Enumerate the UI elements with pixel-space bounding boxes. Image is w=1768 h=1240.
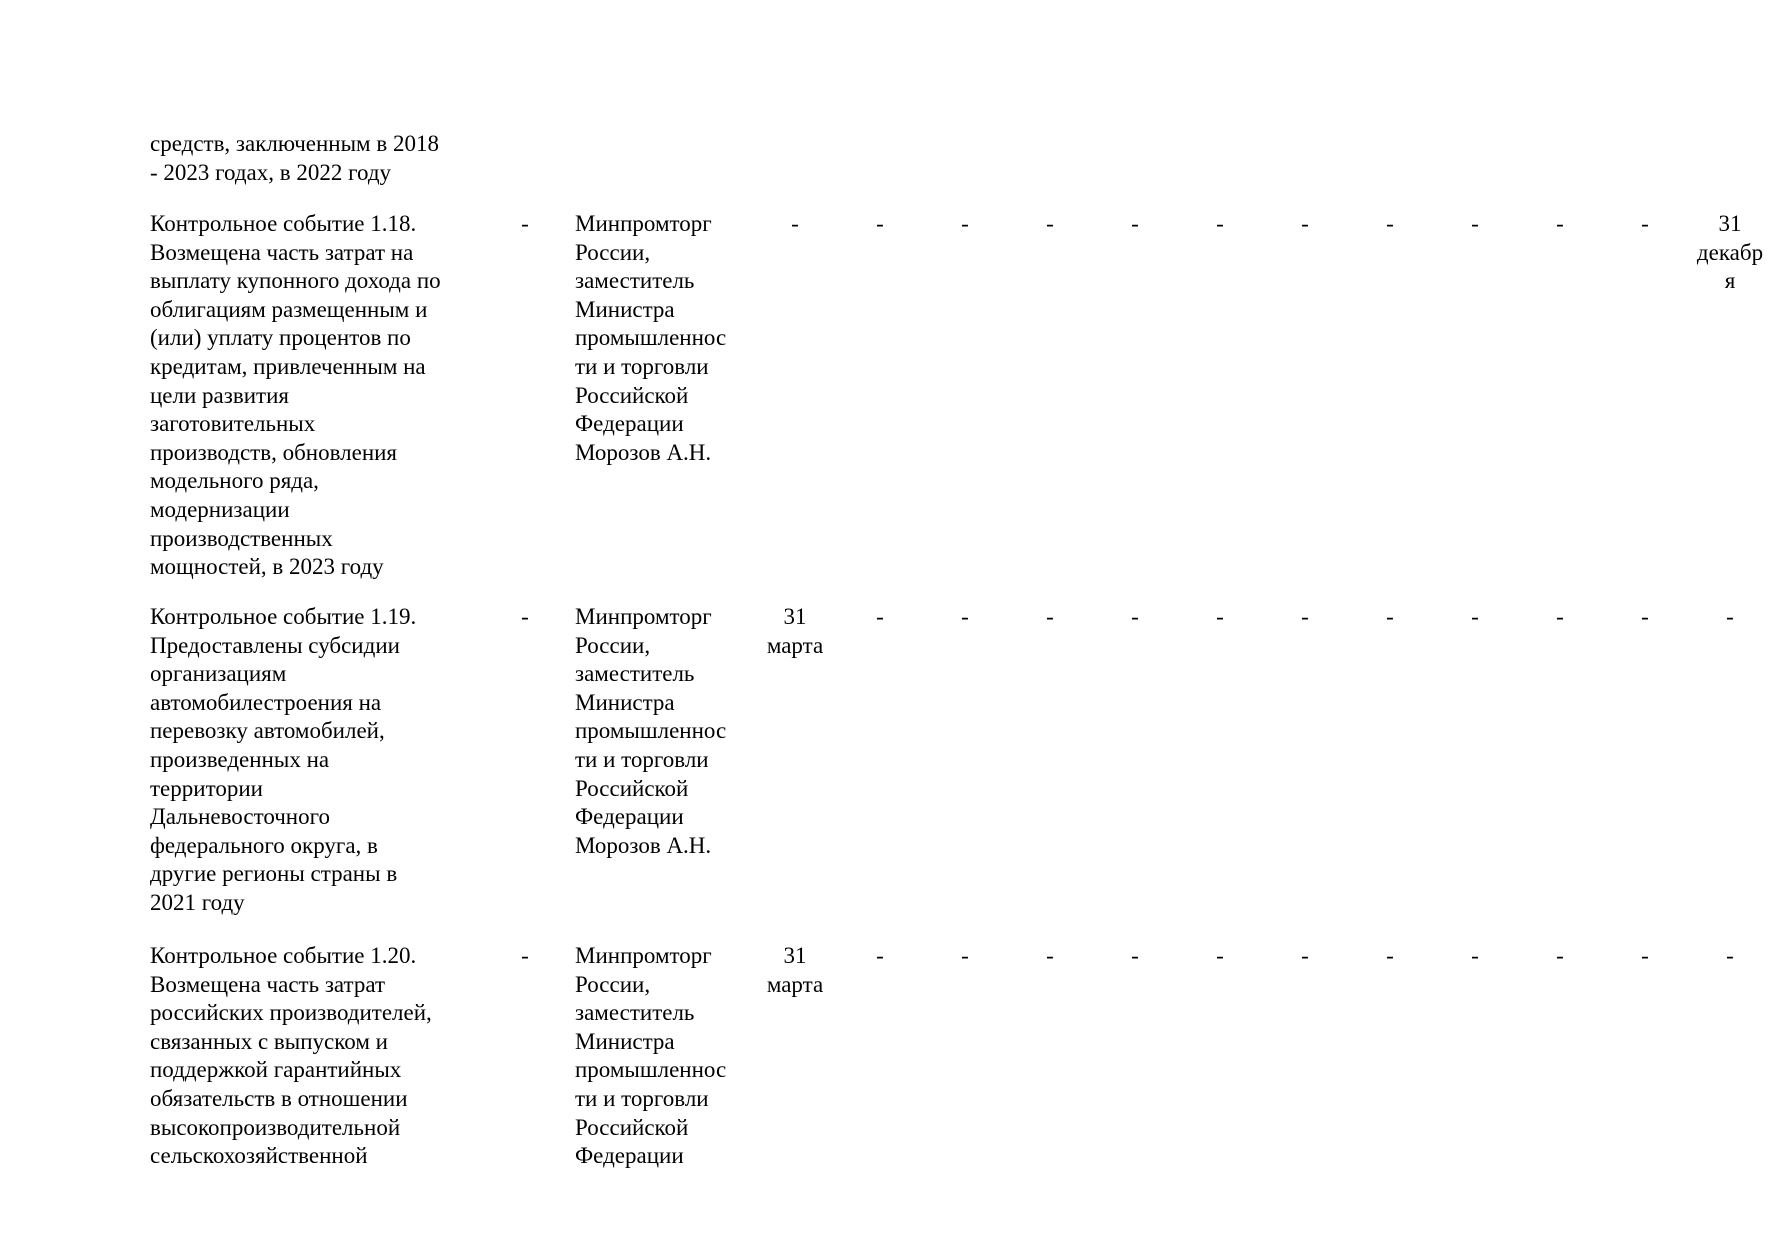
month-cell-11: - bbox=[1641, 604, 1649, 629]
month-cell-4: - bbox=[1046, 604, 1054, 629]
month-cell-10: - bbox=[1556, 604, 1564, 629]
month-cell-12: - bbox=[1726, 943, 1734, 968]
dash-cell: - bbox=[521, 943, 529, 968]
month-cell-4: - bbox=[1046, 211, 1054, 236]
month-cell-5: - bbox=[1131, 211, 1139, 236]
table-row bbox=[0, 603, 1754, 923]
month-cell-3: - bbox=[961, 943, 969, 968]
responsible-executor: Минпромторг России, заместитель Министра промышленнос ти и торговли Российской Федерации Морозов А.Н. bbox=[575, 604, 727, 858]
month-cell-6: - bbox=[1216, 211, 1224, 236]
month-cell-10: - bbox=[1556, 943, 1564, 968]
month-cell-8: - bbox=[1386, 211, 1394, 236]
month-cell-3: - bbox=[961, 211, 969, 236]
month-cell-12: - bbox=[1726, 604, 1734, 629]
event-description: Контрольное событие 1.18. Возмещена часть затрат на выплату купонного дохода по облигациям размещенным и (или) уплату процентов по кредитам, привлеченным на цели развития заготовительных производств, обновления модельного ряда, модернизации производственных мощностей, в 2023 году bbox=[150, 211, 441, 580]
month-cell-1: - bbox=[791, 211, 799, 236]
dash-cell: - bbox=[521, 211, 529, 236]
month-cell-3: - bbox=[961, 604, 969, 629]
responsible-executor: Минпромторг России, заместитель Министра промышленнос ти и торговли Российской Федерации Морозов А.Н. bbox=[575, 211, 727, 465]
month-cell-7: - bbox=[1301, 943, 1309, 968]
table-row bbox=[0, 130, 1754, 190]
responsible-executor: Минпромторг России, заместитель Министра промышленнос ти и торговли Российской Федерации bbox=[575, 943, 727, 1169]
month-cell-11: - bbox=[1641, 211, 1649, 236]
month-cell-11: - bbox=[1641, 943, 1649, 968]
event-description: средств, заключенным в 2018 - 2023 годах, в 2022 году bbox=[150, 131, 439, 185]
month-cell-10: - bbox=[1556, 211, 1564, 236]
month-cell-9: - bbox=[1471, 211, 1479, 236]
month-cell-1: 31 марта bbox=[766, 943, 824, 997]
month-cell-6: - bbox=[1216, 604, 1224, 629]
table-row bbox=[0, 210, 1764, 585]
month-cell-1: 31 марта bbox=[766, 604, 824, 658]
month-cell-4: - bbox=[1046, 943, 1054, 968]
month-cell-9: - bbox=[1471, 943, 1479, 968]
month-cell-9: - bbox=[1471, 604, 1479, 629]
month-cell-6: - bbox=[1216, 943, 1224, 968]
dash-cell: - bbox=[521, 604, 529, 629]
month-cell-7: - bbox=[1301, 604, 1309, 629]
month-cell-5: - bbox=[1131, 604, 1139, 629]
event-description: Контрольное событие 1.19. Предоставлены субсидии организациям автомобилестроения на перевозку автомобилей, произведенных на территории Дальневосточного федерального округа, в другие регионы страны в 2021 году bbox=[150, 604, 417, 915]
table-row bbox=[0, 942, 1754, 1182]
month-cell-8: - bbox=[1386, 943, 1394, 968]
month-cell-12: 31 декабр я bbox=[1696, 211, 1764, 294]
month-cell-7: - bbox=[1301, 211, 1309, 236]
month-cell-2: - bbox=[876, 604, 884, 629]
month-cell-5: - bbox=[1131, 943, 1139, 968]
event-description: Контрольное событие 1.20. Возмещена часть затрат российских производителей, связанных с выпуском и поддержкой гарантийных обязательств в отношении высокопроизводительной сельскохозяйственной bbox=[150, 943, 432, 1169]
month-cell-8: - bbox=[1386, 604, 1394, 629]
month-cell-2: - bbox=[876, 943, 884, 968]
month-cell-2: - bbox=[876, 211, 884, 236]
